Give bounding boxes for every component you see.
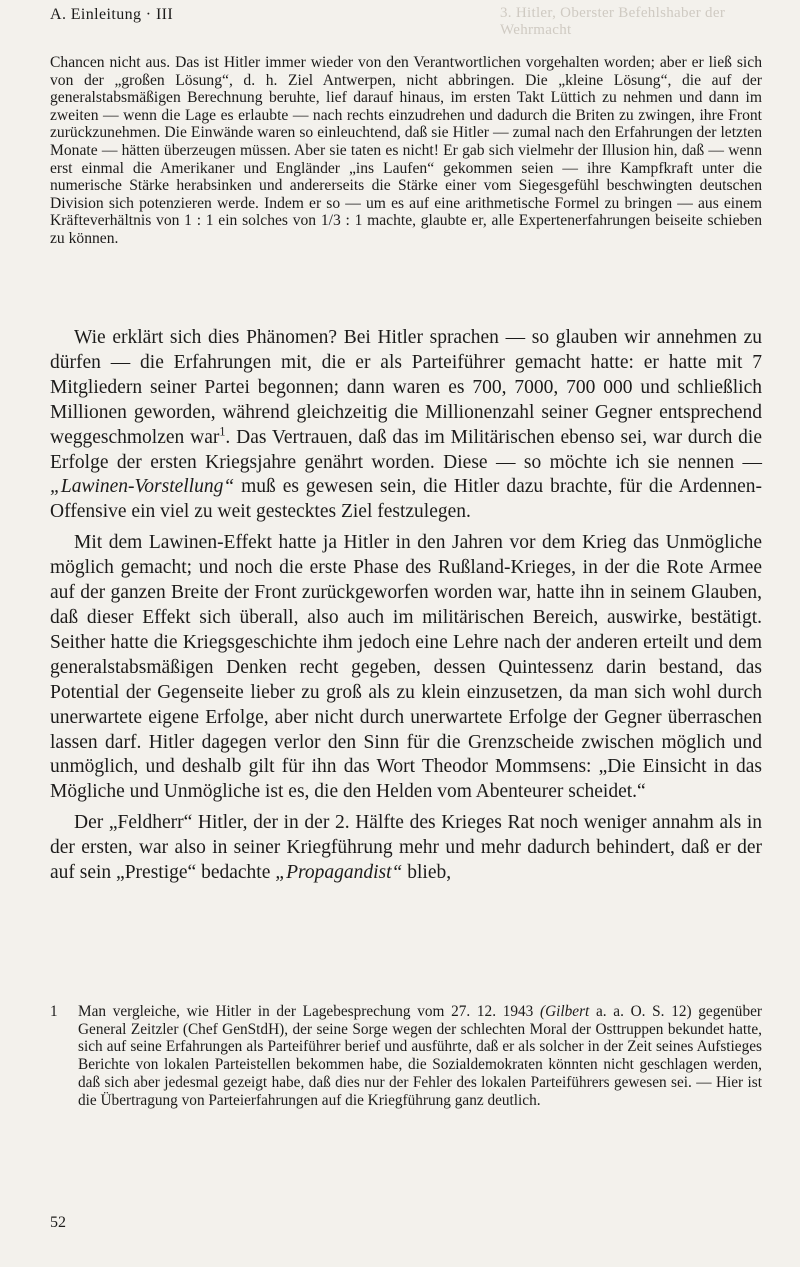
paragraph-2-italic: „Lawinen-Vorstellung“ xyxy=(50,476,235,498)
paragraph-phaenomen xyxy=(50,326,762,525)
footnote-italic: (Gilbert xyxy=(540,1003,590,1020)
footnote-text-b: a. a. O. S. 12) gegenüber General Zeitzler (Chef GenStdH), der seine Sorge wegen der schlechten Moral der Osttruppen bekundet hatte, sich auf seine Erfahrungen als Parteiführer berief und ausführte, daß er als solcher in der Zeit seines Aufstieges Berichte von lokalen Parteistellen bekommen habe, die Sozialdemokraten könnten nicht geschlagen werden, daß sich aber jedesmal gezeigt habe, daß dies nur der Fehler des lokalen Parteiführers gewesen sei. — Hier ist die Übertragung von Parteierfahrungen auf die Kriegführung ganz deutlich. xyxy=(78,1003,762,1109)
paragraph-2-text-c: muß es gewesen sein, die Hitler dazu brachte, für die Ardennen-Offensive ein viel zu weit gestecktes Ziel festzulegen. xyxy=(50,476,762,523)
footnote-text-a: Man vergleiche, wie Hitler in der Lagebesprechung vom 27. 12. 1943 xyxy=(78,1003,541,1020)
paragraph-2-text-b: . Das Vertrauen, daß das im Militärischen ebenso sei, war durch die Erfolge der ersten Kriegsjahre genährt worden. Diese — so möchte ich sie nennen — xyxy=(50,426,762,473)
paragraph-4-italic: „Propagandist“ xyxy=(275,862,403,884)
paragraph-4-text-a: Der „Feldherr“ Hitler, der in der 2. Hälfte des Krieges Rat noch weniger annahm als in der ersten, war also in seiner Kriegführung mehr und mehr dadurch behindert, daß er der auf sein „Prestige“ bedachte xyxy=(50,812,762,884)
page-number: 52 xyxy=(50,1214,66,1231)
paragraph-lawinen-effekt: Mit dem Lawinen-Effekt hatte ja Hitler in den Jahren vor dem Krieg das Unmögliche möglich gemacht; und noch die erste Phase des Rußland-Krieges, in der die Rote Armee auf der ganzen Breite der Front zurückgeworfen worden war, hatte ihn in seinem Glauben, daß dieser Effekt sich überall, also auch im militärischen Bereich, auswirke, bestätigt. Seither hatte die Kriegsgeschichte ihm jedoch eine Lehre nach der anderen erteilt und dem generalstabsmäßigen Denken recht gegeben, dessen Quintessenz darin bestand, das Potential der Gegenseite lieber zu groß als zu klein einzusetzen, da man sich wohl durch unerwartete eigene Erfolge, aber nicht durch unerwartete Erfolge der Gegner überraschen lassen darf. Hitler dagegen verlor den Sinn für die Grenzscheide zwischen möglich und unmöglich, und deshalb gilt für ihn das Wort Theodor Mommsens: „Die Einsicht in das Mögliche und Unmögliche ist es, die den Helden vom Abenteurer scheidet.“ xyxy=(50,532,762,803)
running-header: A. Einleitung · III xyxy=(50,6,174,23)
footnote xyxy=(50,1003,762,1109)
footnote-number: 1 xyxy=(50,1003,58,1020)
footnote-text xyxy=(78,1003,762,1109)
main-text xyxy=(50,326,762,892)
paragraph-2-text-a: Wie erklärt sich dies Phänomen? Bei Hitler sprachen — so glauben wir annehmen zu dürfen — die Erfahrungen mit, die er als Parteiführer gemacht hatte: er hatte mit 7 Mitgliedern seiner Partei begonnen; dann waren es 700, 7000, 700 000 und schließlich Millionen geworden, während gleichzeitig die Millionenzahl seiner Gegner entsprechend weggeschmolzen war xyxy=(50,327,762,448)
paragraph-4-text-b: blieb, xyxy=(402,862,452,884)
paragraph-feldherr xyxy=(50,811,762,886)
footnote-reference: 1 xyxy=(219,424,226,439)
intro-paragraph: Chancen nicht aus. Das ist Hitler immer wieder von den Verantwortlichen vorgehalten worden; aber er ließ sich von der „großen Lösung“, d. h. Ziel Antwerpen, nicht abbringen. Die „kleine Lösung“, die auf der generalstabsmäßigen Berechnung beruhte, lief darauf hinaus, im ersten Takt Lüttich zu nehmen und dann im zweiten — wenn die Lage es erlaubte — nach rechts einzudrehen und dadurch die Briten zu zwingen, ihre Front zurückzunehmen. Die Einwände waren so einleuchtend, daß sie Hitler — zumal nach den Erfahrungen der letzten Monate — hätten überzeugen müssen. Aber sie taten es nicht! Er gab sich vielmehr der Illusion hin, daß — wenn erst einmal die Amerikaner und Engländer „ins Laufen“ gekommen seien — ihre Kampfkraft unter die numerische Stärke herabsinken und andererseits die Stärke einer vom Siegesgefühl beschwingten deutschen Division sich potenzieren werde. Indem er so — um es auf eine arithmetische Formel zu bringen — aus einem Kräfteverhältnis von 1 : 1 ein solches von 1/3 : 1 machte, glaubte er, alle Expertenerfahrungen beiseite schieben zu können. xyxy=(50,54,762,247)
show-through-header: 3. Hitler, Oberster Befehlshaber der Wehrmacht xyxy=(500,5,726,38)
